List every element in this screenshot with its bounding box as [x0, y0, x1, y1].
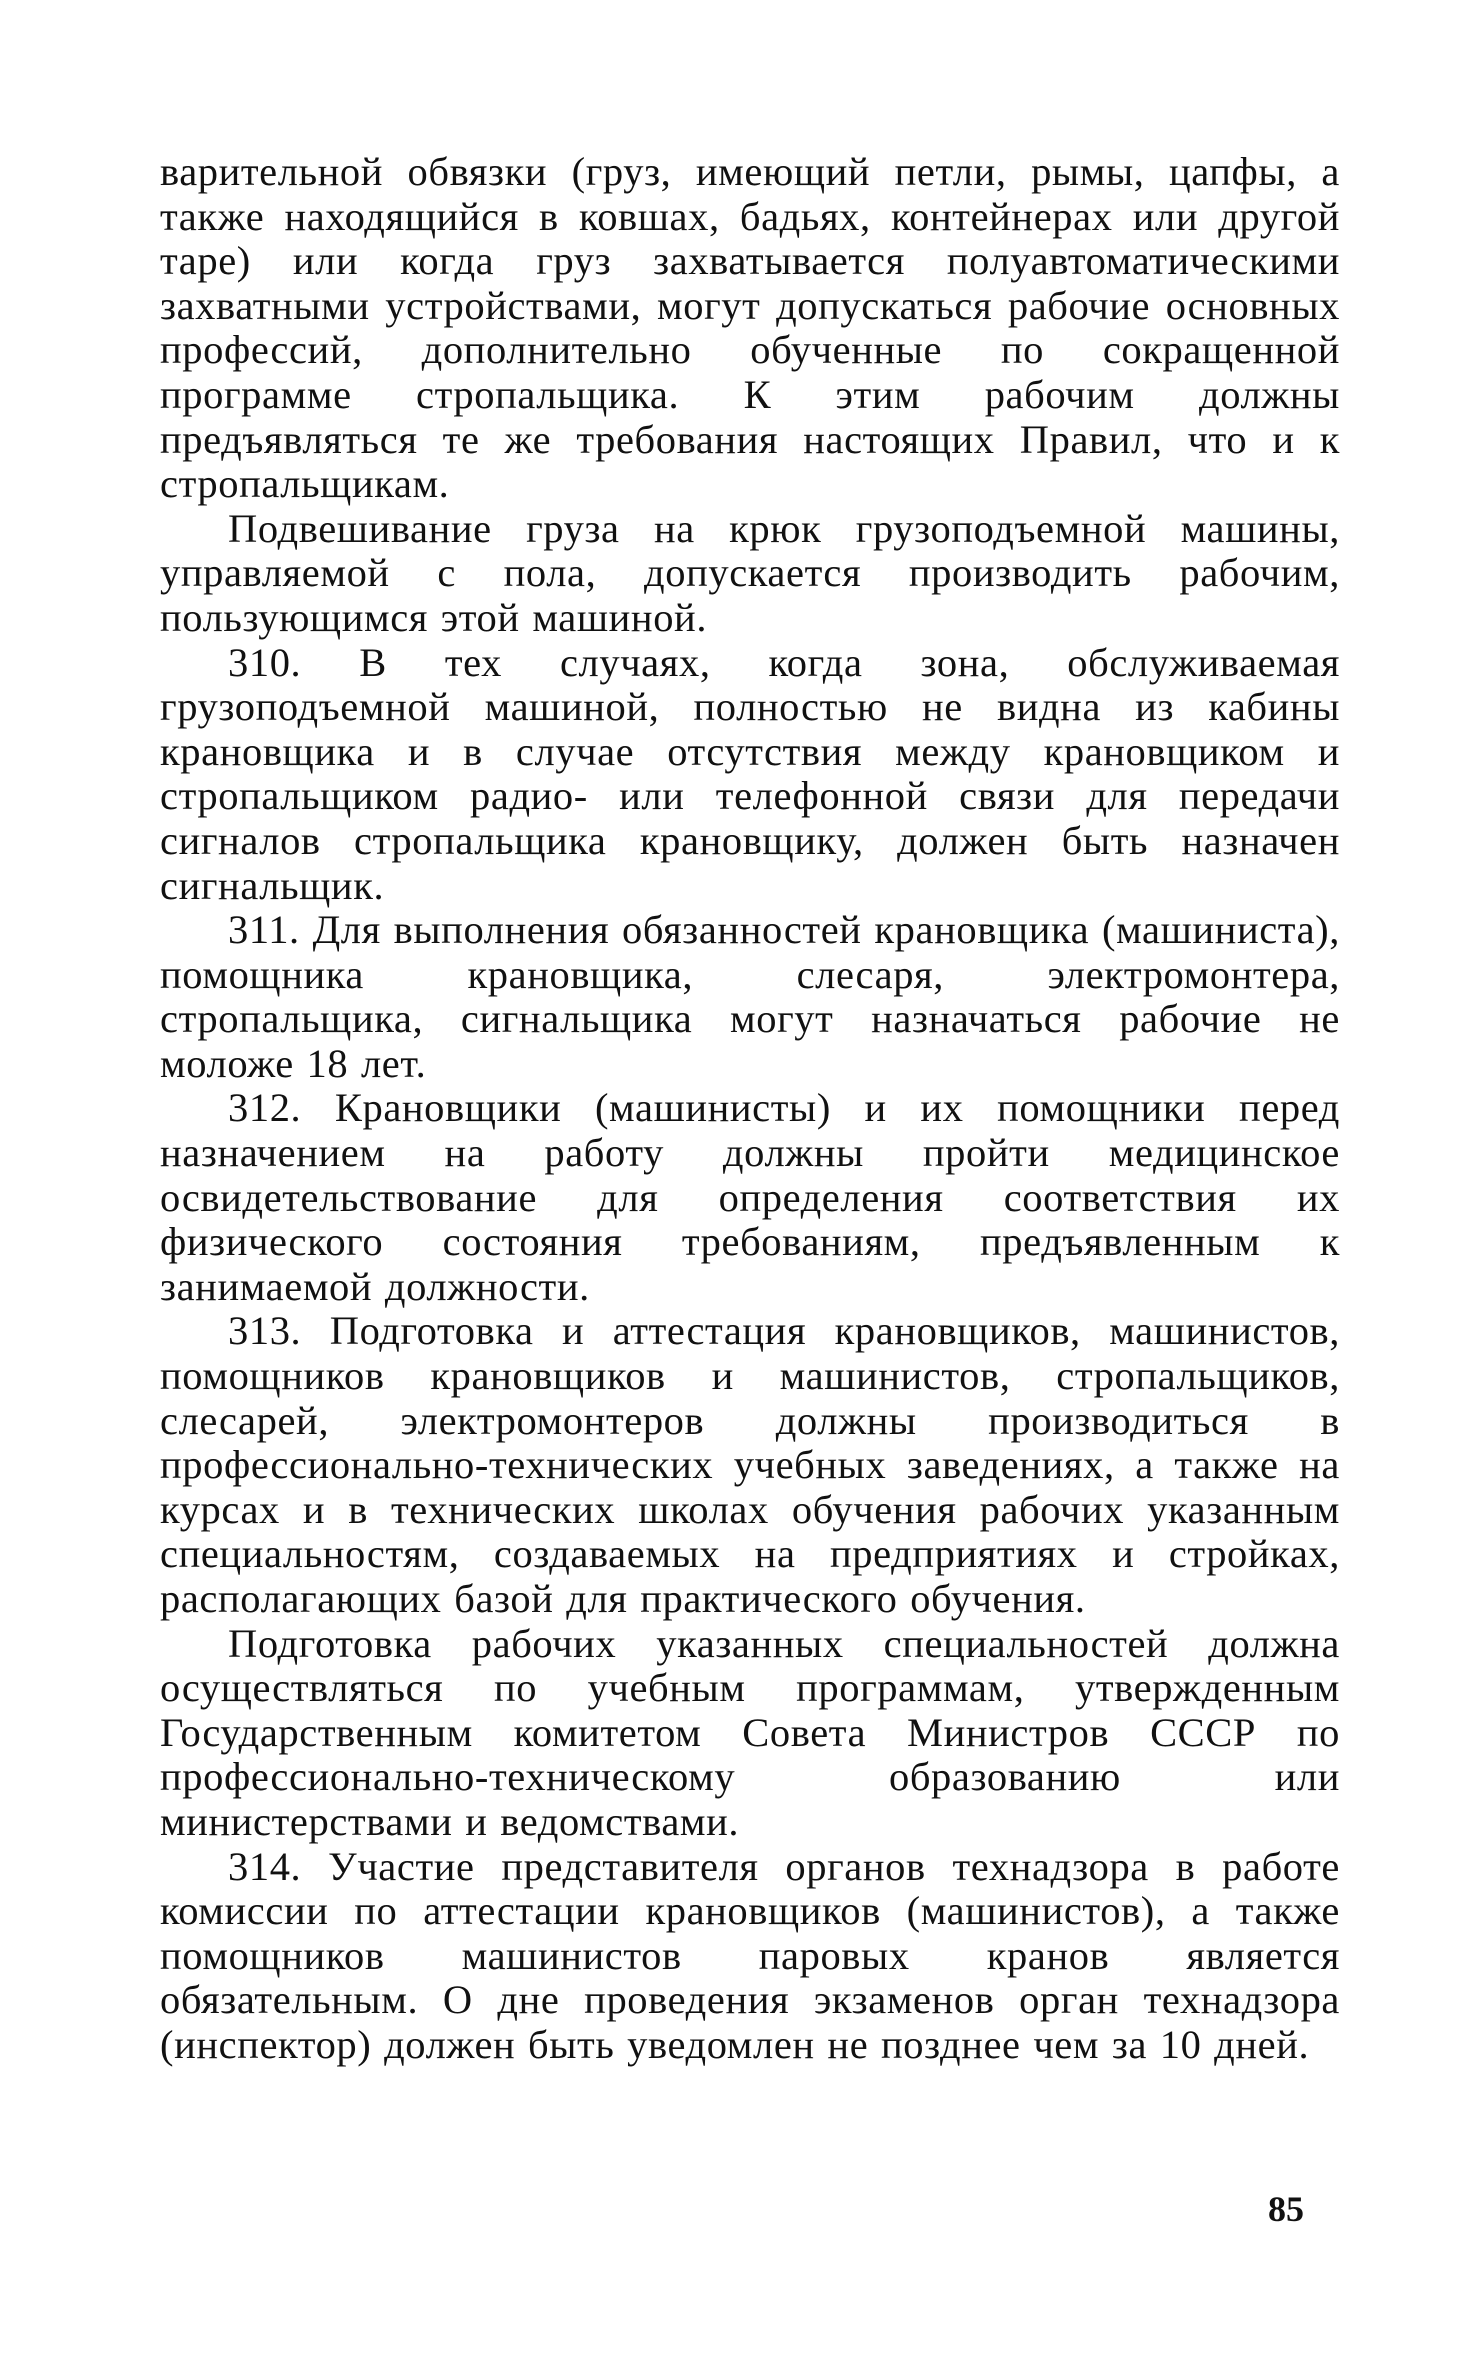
paragraph-311: 311. Для выполнения обязанностей крановщика (машиниста), помощника крановщика, слесаря, электромонтера, стропальщика, сигнальщика могут назначаться рабочие не моложе 18 лет. — [160, 907, 1340, 1086]
paragraph-314: 314. Участие представителя органов технадзора в работе комиссии по аттестации крановщиков (машинистов), а также помощников машинистов паровых кранов является обязательным. О дне проведения экзаменов орган технадзора (инспектор) должен быть уведомлен не позднее чем за 10 дней. — [160, 1843, 1340, 2067]
paragraph-312: 312. Крановщики (машинисты) и их помощники перед назначением на работу должны пройти медицинское освидетельствование для определения соответствия их физического состояния требованиям, предъявленным к занимаемой должности. — [160, 1085, 1340, 1309]
page-number: 85 — [1268, 2189, 1304, 2229]
page-body — [160, 150, 1340, 2068]
paragraph-313: 313. Подготовка и аттестация крановщиков, машинистов, помощников крановщиков и машинистов, стропальщиков, слесарей, электромонтеров должны производиться в профессионально-технических учебных заведениях, а также на курсах и в технических школах обучения рабочих указанным специальностям, создаваемых на предприятиях и стройках, располагающих базой для практического обучения. — [160, 1308, 1340, 1621]
paragraph-training-programs: Подготовка рабочих указанных специальностей должна осуществляться по учебным программам, утвержденным Государственным комитетом Совета Министров СССР по профессионально-техническому образованию или министерствами и ведомствами. — [160, 1620, 1340, 1844]
paragraph-continuation: варительной обвязки (груз, имеющий петли, рымы, цапфы, а также находящийся в ковшах, бадьях, контейнерах или другой таре) или когда груз захватывается полуавтоматическими захватными устройствами, могут допускаться рабочие основных профессий, дополнительно обученные по сокращенной программе стропальщика. К этим рабочим должны предъявляться те же требования настоящих Правил, что и к стропальщикам. — [160, 149, 1340, 507]
paragraph-hook-suspension: Подвешивание груза на крюк грузоподъемной машины, управляемой с пола, допускается производить рабочим, пользующимся этой машиной. — [160, 505, 1340, 640]
paragraph-310: 310. В тех случаях, когда зона, обслуживаемая грузоподъемной машиной, полностью не видна из кабины крановщика и в случае отсутствия между крановщиком и стропальщиком радио- или телефонной связи для передачи сигналов стропальщика крановщику, должен быть назначен сигнальщик. — [160, 639, 1340, 908]
